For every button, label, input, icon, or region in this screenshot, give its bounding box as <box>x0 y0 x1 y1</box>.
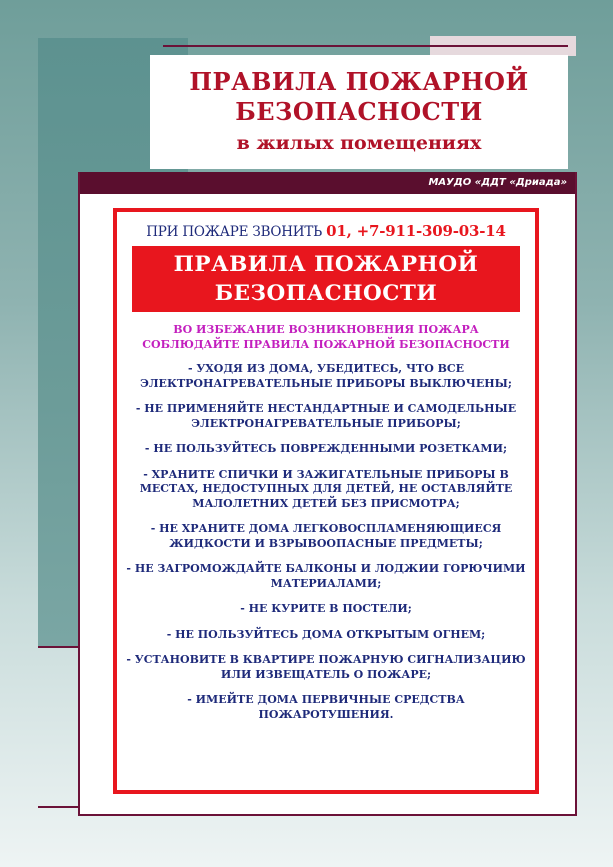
page-subtitle: в жилых помещениях <box>236 132 482 154</box>
page-title-line-1: ПРАВИЛА ПОЖАРНОЙ <box>189 67 529 96</box>
rule-item: - НЕ КУРИТЕ В ПОСТЕЛИ; <box>240 602 412 615</box>
rule-item: - ИМЕЙТЕ ДОМА ПЕРВИЧНЫЕ СРЕДСТВА ПОЖАРОТУШЕНИЯ. <box>187 693 465 721</box>
call-numbers: 01, +7-911-309-03-14 <box>326 222 506 240</box>
organization-label: МАУДО «ДДТ «Дриада» <box>80 172 575 194</box>
page-title-line-2: БЕЗОПАСНОСТИ <box>235 97 483 126</box>
poster-intro: ВО ИЗБЕЖАНИЕ ВОЗНИКНОВЕНИЯ ПОЖАРА СОБЛЮДАЙТЕ ПРАВИЛА ПОЖАРНОЙ БЕЗОПАСНОСТИ <box>142 323 510 351</box>
fire-safety-poster <box>113 208 539 794</box>
call-text: ПРИ ПОЖАРЕ ЗВОНИТЬ <box>146 224 323 240</box>
poster-banner <box>132 246 520 312</box>
rule-item: - НЕ ЗАГРОМОЖДАЙТЕ БАЛКОНЫ И ЛОДЖИИ ГОРЮЧИМИ МАТЕРИАЛАМИ; <box>126 562 526 590</box>
banner-line-1: ПРАВИЛА ПОЖАРНОЙ <box>173 252 479 277</box>
banner-line-2: БЕЗОПАСНОСТИ <box>214 281 438 306</box>
rule-item: - НЕ ПРИМЕНЯЙТЕ НЕСТАНДАРТНЫЕ И САМОДЕЛЬНЫЕ ЭЛЕКТРОНАГРЕВАТЕЛЬНЫЕ ПРИБОРЫ; <box>135 402 517 430</box>
rule-item: - НЕ ПОЛЬЗУЙТЕСЬ ДОМА ОТКРЫТЫМ ОГНЕМ; <box>166 627 486 641</box>
rules-list <box>117 362 535 722</box>
rule-item: - УСТАНОВИТЕ В КВАРТИРЕ ПОЖАРНУЮ СИГНАЛИЗАЦИЮ ИЛИ ИЗВЕЩАТЕЛЬ О ПОЖАРЕ; <box>126 653 526 681</box>
emergency-call-line <box>117 222 535 240</box>
decor-line-top <box>163 45 568 47</box>
rule-item: - НЕ ПОЛЬЗУЙТЕСЬ ПОВРЕЖДЕННЫМИ РОЗЕТКАМИ; <box>144 442 508 455</box>
rule-item: - ХРАНИТЕ СПИЧКИ И ЗАЖИГАТЕЛЬНЫЕ ПРИБОРЫ В МЕСТАХ, НЕДОСТУПНЫХ ДЛЯ ДЕТЕЙ, НЕ ОСТАВЛЯЙТЕ МАЛОЛЕТНИХ ДЕТЕЙ БЕЗ ПРИСМОТРА; <box>139 467 513 510</box>
title-box <box>150 55 568 169</box>
rule-item: - УХОДЯ ИЗ ДОМА, УБЕДИТЕСЬ, ЧТО ВСЕ ЭЛЕКТРОНАГРЕВАТЕЛЬНЫЕ ПРИБОРЫ ВЫКЛЮЧЕНЫ; <box>140 362 512 390</box>
rule-item: - НЕ ХРАНИТЕ ДОМА ЛЕГКОВОСПЛАМЕНЯЮЩИЕСЯ ЖИДКОСТИ И ВЗРЫВООПАСНЫЕ ПРЕДМЕТЫ; <box>150 522 502 550</box>
